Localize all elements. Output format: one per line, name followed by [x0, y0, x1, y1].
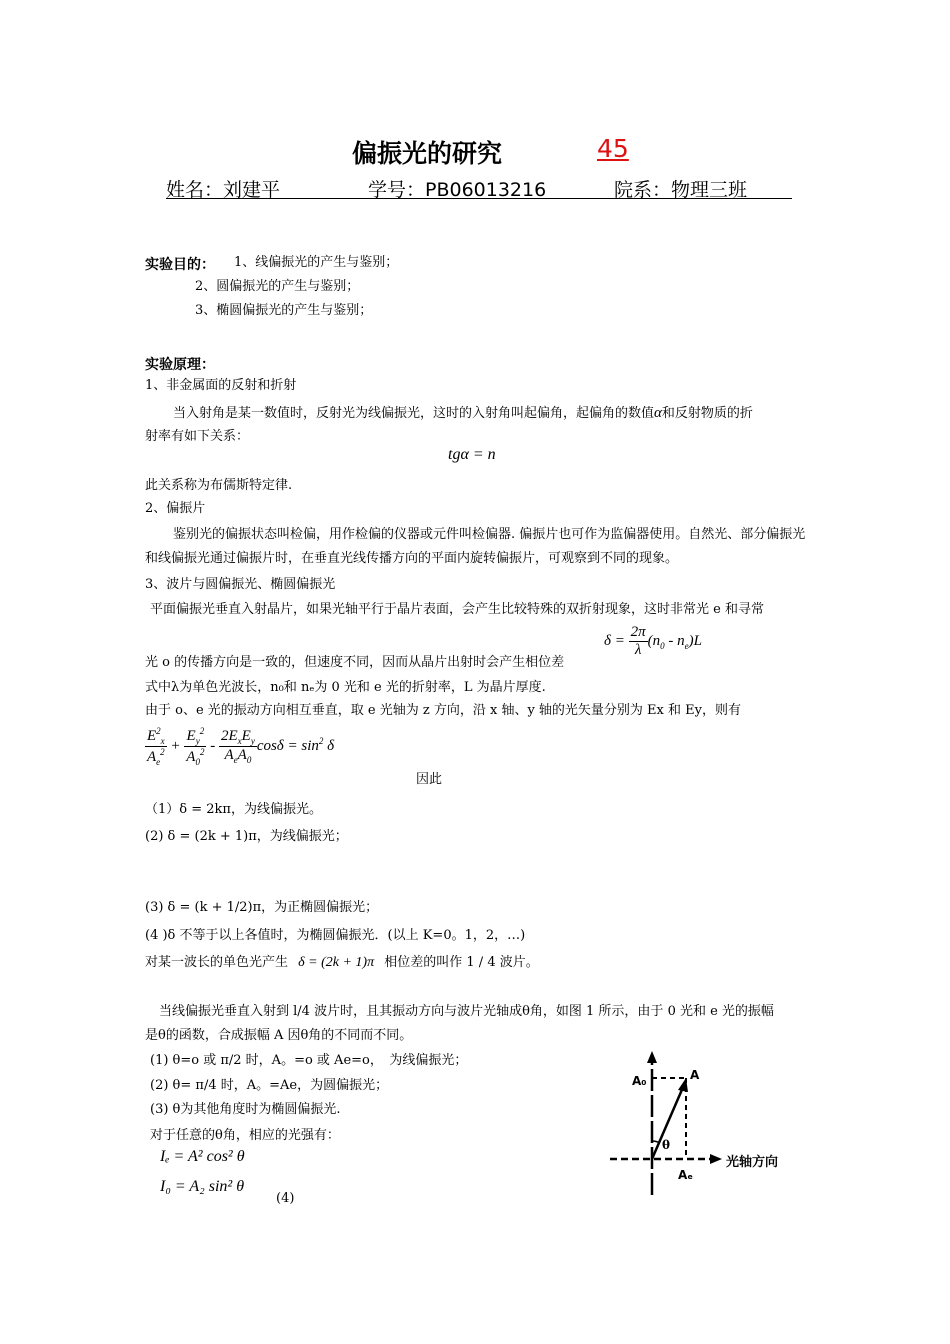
label-ae: Aₑ [678, 1168, 694, 1182]
principle-heading: 实验原理： [145, 357, 215, 373]
optical-axis-label: 光轴方向 [726, 1155, 779, 1170]
section-3-line-3: 式中λ为单色光波长，n₀和 nₑ为 0 光和 e 光的折射率，L 为晶片厚度. [145, 680, 546, 695]
brewster-equation: tgα = n [448, 446, 496, 463]
student-id: 学号：PB06013216 [368, 179, 547, 201]
section-1-text-cont: 射率有如下关系： [145, 429, 250, 444]
theta-case-2: (2) θ= π/4 时，A。=Ae，为圆偏振光； [150, 1078, 389, 1093]
section-3-line-4: 由于 o、e 光的振动方向相互垂直，取 e 光轴为 z 方向，沿 x 轴、y 轴的光矢量分别为 Ex 和 Ey，则有 [145, 703, 741, 718]
equation-number-4: (4) [276, 1191, 295, 1206]
section-3-line-2: 光 o 的传播方向是一致的，但速度不同，因而从晶片出射时会产生相位差 [145, 655, 565, 670]
case-2: (2) δ = (2k + 1)π，为线偏振光； [145, 829, 348, 844]
quarter-wave-line-1: 当线偏振光垂直入射到 l/4 波片时，且其振动方向与波片光轴成θ角，如图 1 所示，由于 0 光和 e 光的振幅 [159, 1004, 774, 1019]
section-2-body: 鉴别光的偏振状态叫检偏，用作检偏的仪器或元件叫检偏器. 偏振片也可作为监偏器使用。自然光、部分偏振光和线偏振光通过偏振片时，在垂直光线传播方向的平面内旋转偏振片，可观察到不同的现象。 [145, 527, 806, 566]
label-ao: A₀ [632, 1074, 647, 1088]
intensity-o-equation: I₀ = A₂ sin² θ [160, 1178, 245, 1195]
purpose-heading: 实验目的： [145, 257, 215, 273]
label-a: A [690, 1068, 700, 1082]
section-1-title: 1、非金属面的反射和折射 [145, 378, 297, 393]
brewster-law: 此关系称为布儒斯特定律. [145, 478, 293, 493]
theta-case-3: (3) θ为其他角度时为椭圆偏振光. [150, 1102, 341, 1117]
horizontal-arrow-icon [710, 1154, 722, 1164]
intensity-e-equation: Iₑ = A² cos² θ [160, 1148, 245, 1165]
label-theta: θ [662, 1138, 671, 1152]
case-4: (4 )δ 不等于以上各值时，为椭圆偏振光．(以上 K=0。1，2，…) [145, 928, 526, 943]
ellipse-equation: $\frac{E^2_x}{A_e^2}$ + $\frac{E_y^2}{A_0^2}$ - $\frac{2E_xE_y}{A_eA_0}$ $\cos\delta = \sin^2 \delta$ [147, 726, 335, 767]
vertical-arrow-icon [647, 1051, 657, 1063]
purpose-item-1: 1、线偏振光的产生与鉴别； [234, 255, 399, 270]
purpose-item-2: 2、圆偏振光的产生与鉴别； [195, 279, 360, 294]
case-1: （1）δ = 2kπ，为线偏振光。 [145, 802, 322, 817]
quarter-wave-line-2: 是θ的函数，合成振幅 A 因θ角的不同而不同。 [145, 1028, 413, 1043]
quarter-wave-definition: 对某一波长的单色光产生 δ = (2k + 1)π 相位差的叫作 1 / 4 波片。 [145, 955, 539, 970]
score: 45 [597, 134, 629, 163]
therefore-label: 因此 [416, 772, 443, 787]
intensity-intro: 对于任意的θ角，相应的光强有： [150, 1128, 340, 1143]
phase-difference-equation: δ = $\frac{2\pi}{\lambda}$ $(n_0 - n_e)L$ [604, 624, 702, 658]
figure-1-diagram [600, 1045, 800, 1205]
section-1-text: 当入射角是某一数值时，反射光为线偏振光，这时的入射角叫起偏角，起偏角的数值α和反射物质的折 [173, 405, 753, 421]
header-underline [166, 198, 792, 199]
section-3-line-1: 平面偏振光垂直入射晶片，如果光轴平行于晶片表面，会产生比较特殊的双折射现象，这时非常光 e 和寻常 [150, 602, 764, 617]
section-3-title: 3、波片与圆偏振光、椭圆偏振光 [145, 577, 336, 592]
section-2-title: 2、偏振片 [145, 501, 206, 516]
theta-case-1: (1) θ=o 或 π/2 时，A。=o 或 Ae=o， 为线偏振光； [150, 1053, 468, 1068]
purpose-item-3: 3、椭圆偏振光的产生与鉴别； [195, 303, 373, 318]
case-3: (3) δ = (k + 1/2)π，为正椭圆偏振光； [145, 900, 379, 915]
department: 院系：物理三班 [614, 179, 748, 201]
student-name: 姓名：刘建平 [166, 179, 281, 201]
page-title: 偏振光的研究 [352, 139, 503, 168]
